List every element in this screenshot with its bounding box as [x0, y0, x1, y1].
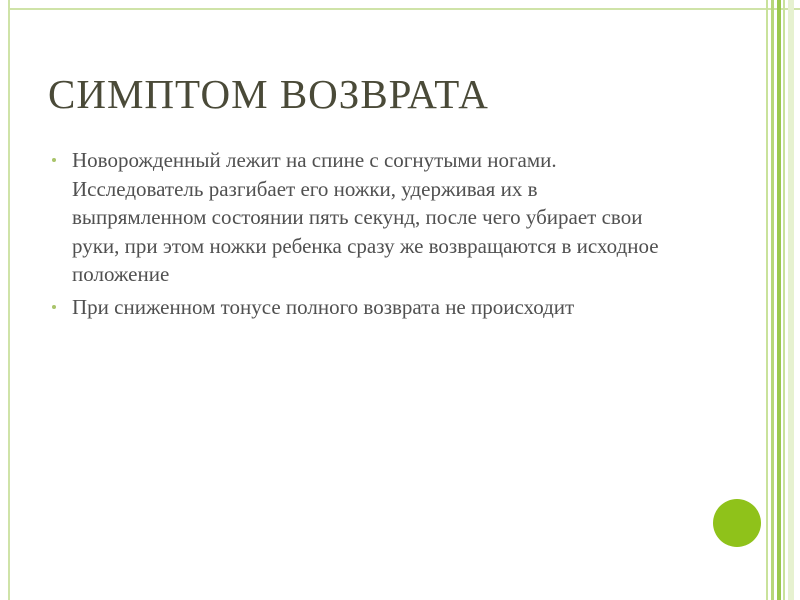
bullet-item: [48, 146, 668, 289]
decorative-stripe: [771, 0, 774, 600]
decorative-stripe: [777, 0, 781, 600]
slide-title: СИМПТОМ ВОЗВРАТА: [48, 71, 489, 117]
bullet-text: Новорожденный лежит на спине с согнутыми ногами. Исследователь разгибает его ножки, удерживая их в выпрямленном состоянии пять секунд, после чего убирает свои руки, при этом ножки ребенка сразу же возвращаются в исходное положение: [72, 148, 659, 286]
bullet-dot-icon: [52, 305, 56, 309]
frame-top-line: [8, 8, 800, 10]
bullet-text: При сниженном тонусе полного возврата не происходит: [72, 294, 575, 319]
frame-left-line: [8, 0, 10, 600]
decorative-stripe: [766, 0, 768, 600]
bullet-list: [48, 146, 668, 325]
decorative-stripe: [783, 0, 785, 600]
bullet-item: [48, 293, 668, 322]
decorative-stripe: [788, 0, 794, 600]
green-circle-decoration: [713, 499, 761, 547]
bullet-dot-icon: [52, 158, 56, 162]
